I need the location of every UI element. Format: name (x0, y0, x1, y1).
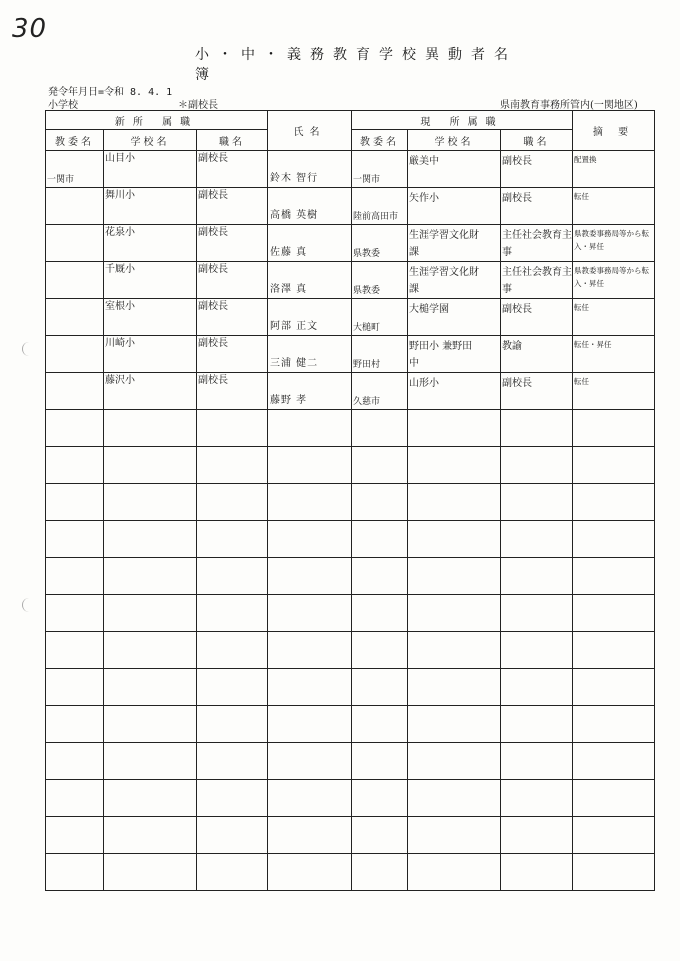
new-school-header: 学校名 (104, 130, 197, 151)
office-name: 県南教育事務所管内(一関地区) (500, 100, 638, 111)
table-row (46, 447, 655, 484)
current-board-cell (352, 669, 408, 706)
current-post-cell (501, 225, 573, 262)
name-cell (268, 521, 352, 558)
current-board-cell (352, 484, 408, 521)
current-school-cell (408, 817, 501, 854)
new-post-cell (197, 151, 268, 188)
current-post-cell-text: 主任社会教育主事 (502, 267, 572, 295)
new-post-cell-text: 副校長 (198, 264, 228, 275)
name-cell (268, 632, 352, 669)
remarks-cell (573, 706, 655, 743)
current-post-cell (501, 336, 573, 373)
remarks-cell (573, 225, 655, 262)
current-board-cell-text: 県教委 (353, 249, 381, 259)
new-school-cell-text: 花泉小 (105, 227, 135, 238)
roster-table (45, 110, 655, 891)
new-board-cell (46, 410, 104, 447)
current-post-cell (501, 669, 573, 706)
current-post-cell-text: 副校長 (502, 193, 532, 204)
name-cell (268, 595, 352, 632)
current-board-cell (352, 632, 408, 669)
new-school-cell (104, 595, 197, 632)
table-row (46, 299, 655, 336)
new-board-cell (46, 780, 104, 817)
new-post-cell-text: 副校長 (198, 227, 228, 238)
table-row (46, 632, 655, 669)
remarks-cell (573, 632, 655, 669)
current-post-cell (501, 410, 573, 447)
new-school-cell-text: 舞川小 (105, 190, 135, 201)
new-post-cell (197, 188, 268, 225)
name-cell-text: 阿部 正文 (270, 321, 319, 332)
table-row (46, 225, 655, 262)
name-cell (268, 558, 352, 595)
name-cell (268, 743, 352, 780)
name-cell (268, 854, 352, 891)
table-row (46, 188, 655, 225)
remarks-cell (573, 558, 655, 595)
current-school-cell (408, 188, 501, 225)
new-school-cell-text: 山目小 (105, 153, 135, 164)
name-cell (268, 188, 352, 225)
new-school-cell (104, 299, 197, 336)
new-post-header: 職名 (197, 130, 268, 151)
table-row (46, 669, 655, 706)
table-row (46, 854, 655, 891)
name-cell (268, 225, 352, 262)
position-type: ＊副校長 (178, 100, 218, 111)
new-school-cell (104, 558, 197, 595)
new-school-cell (104, 669, 197, 706)
name-cell-text: 三浦 健二 (270, 358, 319, 369)
current-board-cell (352, 780, 408, 817)
current-board-cell (352, 817, 408, 854)
new-board-cell (46, 817, 104, 854)
new-board-cell (46, 447, 104, 484)
new-board-header: 教委名 (46, 130, 104, 151)
new-board-cell (46, 854, 104, 891)
remarks-cell (573, 521, 655, 558)
remarks-cell (573, 780, 655, 817)
current-post-cell (501, 151, 573, 188)
table-row (46, 373, 655, 410)
name-cell-text: 洛澤 真 (270, 284, 308, 295)
new-board-cell (46, 188, 104, 225)
remarks-header: 摘 要 (573, 111, 655, 151)
current-post-cell (501, 854, 573, 891)
new-school-cell (104, 484, 197, 521)
table-row (46, 410, 655, 447)
new-board-cell (46, 632, 104, 669)
current-school-cell (408, 521, 501, 558)
new-school-cell (104, 151, 197, 188)
remarks-cell-text: 転任・昇任 (574, 340, 612, 349)
new-post-cell-text: 副校長 (198, 153, 228, 164)
new-post-cell (197, 595, 268, 632)
current-affiliation-header: 現 所属職 (352, 111, 573, 130)
new-post-cell (197, 558, 268, 595)
current-school-cell-text: 野田小 兼野田中 (409, 341, 473, 369)
current-board-cell (352, 595, 408, 632)
table-row (46, 743, 655, 780)
name-cell (268, 410, 352, 447)
new-school-cell-text: 室根小 (105, 301, 135, 312)
current-school-cell-text: 山形小 (409, 378, 439, 389)
new-board-cell (46, 225, 104, 262)
new-post-cell (197, 706, 268, 743)
new-post-cell (197, 410, 268, 447)
new-post-cell (197, 299, 268, 336)
new-board-cell-text: 一関市 (47, 175, 75, 185)
current-board-cell (352, 706, 408, 743)
punch-hole-mark (22, 342, 29, 356)
name-cell (268, 669, 352, 706)
current-post-cell-text: 副校長 (502, 156, 532, 167)
new-school-cell-text: 川崎小 (105, 338, 135, 349)
page-title: 小・中・義務教育学校異動者名簿 (195, 47, 517, 83)
current-board-cell-text: 大槌町 (353, 323, 381, 333)
new-school-cell (104, 447, 197, 484)
current-post-cell (501, 780, 573, 817)
new-post-cell-text: 副校長 (198, 375, 228, 386)
name-cell (268, 484, 352, 521)
new-post-cell-text: 副校長 (198, 338, 228, 349)
punch-hole-mark (22, 598, 29, 612)
new-school-cell (104, 225, 197, 262)
remarks-cell (573, 669, 655, 706)
current-post-cell (501, 595, 573, 632)
remarks-cell (573, 743, 655, 780)
current-school-cell-text: 厳美中 (409, 156, 439, 167)
new-post-cell (197, 262, 268, 299)
current-school-cell-text: 大槌学園 (409, 304, 449, 315)
current-post-cell (501, 743, 573, 780)
name-cell (268, 373, 352, 410)
current-school-cell (408, 780, 501, 817)
new-school-cell (104, 410, 197, 447)
table-row (46, 595, 655, 632)
current-school-cell (408, 558, 501, 595)
new-board-cell (46, 336, 104, 373)
current-board-cell (352, 521, 408, 558)
table-row (46, 706, 655, 743)
current-board-cell-text: 陸前高田市 (353, 212, 399, 222)
current-school-cell (408, 299, 501, 336)
current-board-cell (352, 262, 408, 299)
current-board-cell-text: 久慈市 (353, 397, 381, 407)
remarks-cell-text: 転任 (574, 192, 589, 201)
new-school-cell (104, 706, 197, 743)
new-post-cell (197, 854, 268, 891)
new-post-cell (197, 373, 268, 410)
current-board-cell (352, 151, 408, 188)
current-post-header: 職名 (501, 130, 573, 151)
new-post-cell (197, 669, 268, 706)
current-school-cell (408, 373, 501, 410)
name-cell (268, 262, 352, 299)
new-school-cell (104, 817, 197, 854)
new-school-cell (104, 262, 197, 299)
name-cell (268, 151, 352, 188)
current-school-cell (408, 225, 501, 262)
current-post-cell-text: 教諭 (502, 341, 522, 352)
current-post-cell-text: 副校長 (502, 304, 532, 315)
current-board-cell (352, 743, 408, 780)
new-post-cell (197, 780, 268, 817)
current-board-cell (352, 558, 408, 595)
new-post-cell (197, 484, 268, 521)
new-school-cell (104, 521, 197, 558)
current-school-cell (408, 632, 501, 669)
remarks-cell-text: 県教委事務局等から転入・昇任 (574, 229, 649, 251)
current-post-cell (501, 299, 573, 336)
current-post-cell (501, 817, 573, 854)
current-post-cell-text: 副校長 (502, 378, 532, 389)
name-cell-text: 佐藤 真 (270, 247, 308, 258)
remarks-cell (573, 188, 655, 225)
current-school-cell (408, 669, 501, 706)
name-header: 氏名 (268, 111, 352, 151)
new-post-cell (197, 817, 268, 854)
remarks-cell (573, 854, 655, 891)
remarks-cell (573, 410, 655, 447)
current-post-cell (501, 447, 573, 484)
table-row (46, 521, 655, 558)
new-post-cell (197, 743, 268, 780)
remarks-cell (573, 299, 655, 336)
new-board-cell (46, 558, 104, 595)
new-school-cell-text: 藤沢小 (105, 375, 135, 386)
remarks-cell-text: 県教委事務局等から転入・昇任 (574, 266, 649, 288)
remarks-cell (573, 151, 655, 188)
new-post-cell (197, 632, 268, 669)
new-board-cell (46, 151, 104, 188)
current-school-header: 学校名 (408, 130, 501, 151)
current-school-cell (408, 151, 501, 188)
new-post-cell (197, 521, 268, 558)
current-school-cell (408, 262, 501, 299)
current-board-header: 教委名 (352, 130, 408, 151)
current-post-cell (501, 188, 573, 225)
current-school-cell-text: 生涯学習文化財課 (409, 230, 479, 258)
current-post-cell (501, 632, 573, 669)
current-post-cell (501, 706, 573, 743)
table-row (46, 817, 655, 854)
current-school-cell (408, 743, 501, 780)
remarks-cell-text: 転任 (574, 303, 589, 312)
new-board-cell (46, 743, 104, 780)
new-post-cell-text: 副校長 (198, 190, 228, 201)
new-post-cell (197, 225, 268, 262)
remarks-cell (573, 262, 655, 299)
current-school-cell (408, 410, 501, 447)
current-board-cell (352, 410, 408, 447)
current-school-cell (408, 854, 501, 891)
current-post-cell (501, 373, 573, 410)
new-affiliation-header: 新所 属職 (46, 111, 268, 130)
name-cell (268, 447, 352, 484)
remarks-cell-text: 配置換 (574, 155, 597, 164)
new-board-cell (46, 669, 104, 706)
current-school-cell (408, 595, 501, 632)
new-board-cell (46, 373, 104, 410)
remarks-cell-text: 転任 (574, 377, 589, 386)
current-school-cell-text: 生涯学習文化財課 (409, 267, 479, 295)
new-post-cell (197, 447, 268, 484)
new-board-cell (46, 706, 104, 743)
name-cell-text: 鈴木 智行 (270, 173, 319, 184)
name-cell-text: 藤野 孝 (270, 395, 308, 406)
remarks-cell (573, 373, 655, 410)
new-board-cell (46, 299, 104, 336)
name-cell (268, 299, 352, 336)
new-post-cell-text: 副校長 (198, 301, 228, 312)
new-school-cell (104, 854, 197, 891)
table-row (46, 151, 655, 188)
name-cell (268, 780, 352, 817)
new-school-cell (104, 373, 197, 410)
table-row (46, 558, 655, 595)
table-row (46, 484, 655, 521)
table-row (46, 262, 655, 299)
current-board-cell (352, 336, 408, 373)
current-board-cell (352, 225, 408, 262)
current-board-cell (352, 447, 408, 484)
name-cell (268, 336, 352, 373)
new-board-cell (46, 595, 104, 632)
current-board-cell (352, 373, 408, 410)
table-row (46, 780, 655, 817)
remarks-cell (573, 817, 655, 854)
remarks-cell (573, 447, 655, 484)
current-board-cell-text: 一関市 (353, 175, 381, 185)
current-school-cell (408, 336, 501, 373)
current-post-cell-text: 主任社会教育主事 (502, 230, 572, 258)
new-school-cell (104, 780, 197, 817)
current-school-cell (408, 484, 501, 521)
page-number: 30 (12, 14, 48, 44)
remarks-cell (573, 484, 655, 521)
new-board-cell (46, 521, 104, 558)
new-school-cell (104, 336, 197, 373)
issue-date: 発令年月日=令和 8. 4. 1 (48, 87, 173, 98)
table-row (46, 336, 655, 373)
current-post-cell (501, 262, 573, 299)
new-school-cell (104, 743, 197, 780)
new-board-cell (46, 484, 104, 521)
current-board-cell-text: 野田村 (353, 360, 381, 370)
current-board-cell (352, 188, 408, 225)
current-post-cell (501, 558, 573, 595)
school-type: 小学校 (48, 100, 78, 111)
current-board-cell (352, 854, 408, 891)
current-post-cell (501, 521, 573, 558)
name-cell (268, 817, 352, 854)
new-board-cell (46, 262, 104, 299)
current-post-cell (501, 484, 573, 521)
current-school-cell-text: 矢作小 (409, 193, 439, 204)
current-board-cell (352, 299, 408, 336)
current-school-cell (408, 706, 501, 743)
new-school-cell (104, 188, 197, 225)
name-cell (268, 706, 352, 743)
remarks-cell (573, 595, 655, 632)
current-board-cell-text: 県教委 (353, 286, 381, 296)
name-cell-text: 高橋 英樹 (270, 210, 319, 221)
new-school-cell-text: 千厩小 (105, 264, 135, 275)
new-post-cell (197, 336, 268, 373)
new-school-cell (104, 632, 197, 669)
remarks-cell (573, 336, 655, 373)
current-school-cell (408, 447, 501, 484)
